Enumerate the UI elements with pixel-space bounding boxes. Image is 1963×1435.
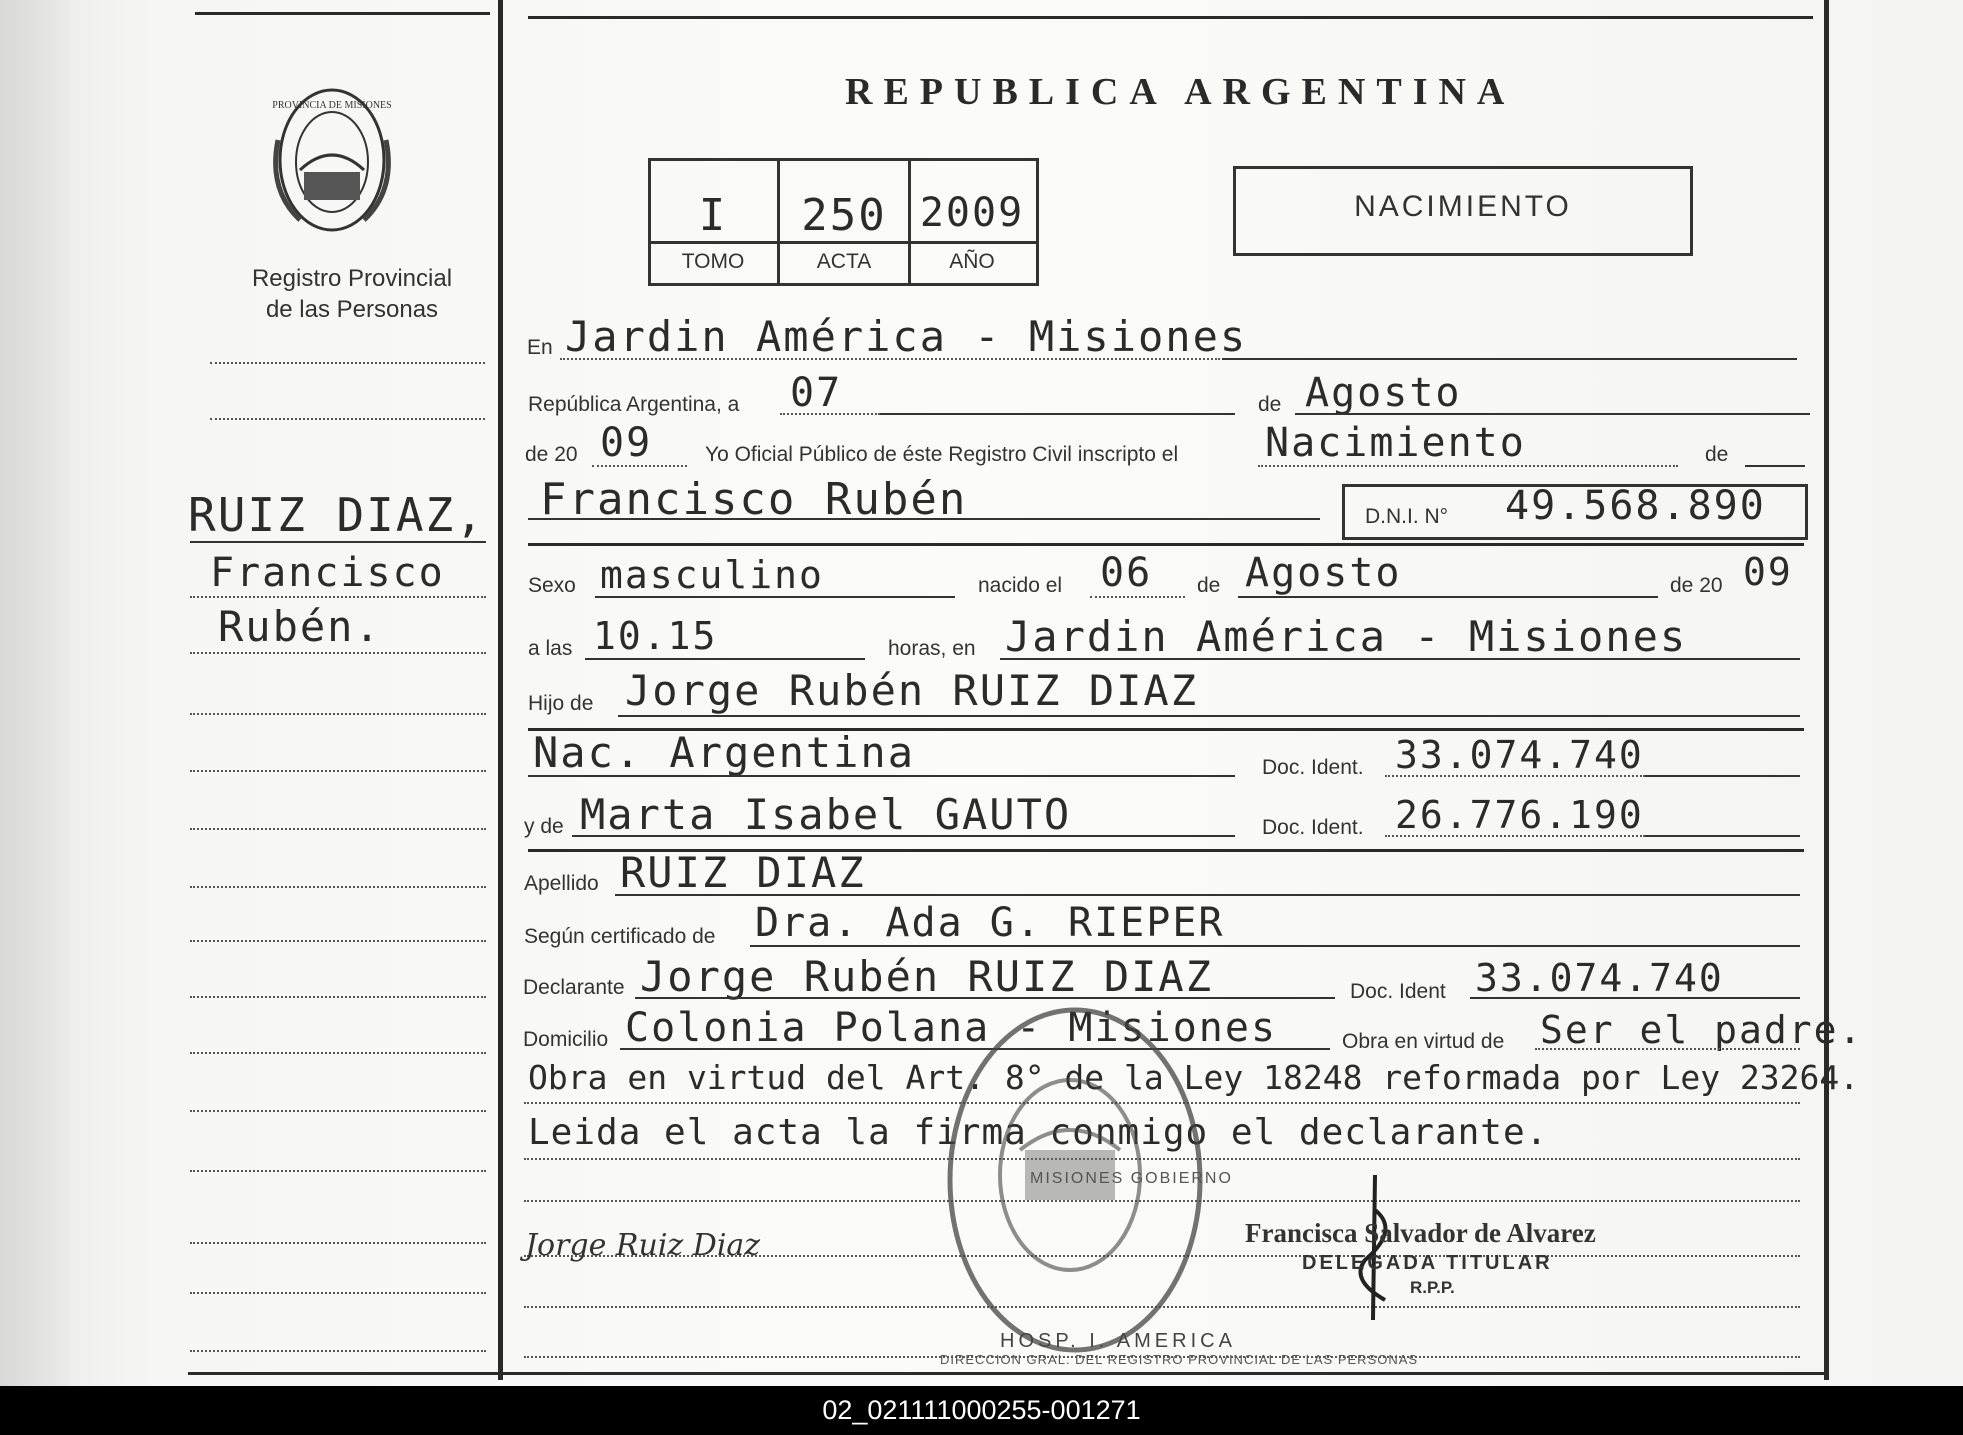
fill-line bbox=[528, 775, 1235, 777]
segun-label: Según certificado de bbox=[524, 925, 716, 948]
fill-line bbox=[560, 358, 1220, 360]
declarante-doc-label: Doc. Ident bbox=[1350, 980, 1446, 1003]
tomo-label: TOMO bbox=[681, 250, 745, 273]
domicilio-label: Domicilio bbox=[523, 1028, 609, 1051]
de-label-2: de bbox=[1705, 443, 1729, 466]
official-signature-mark-icon bbox=[1345, 1170, 1405, 1330]
top-rule-right bbox=[528, 16, 1813, 19]
month-value: Agosto bbox=[1305, 370, 1462, 416]
note-line-1: Obra en virtud del Art. 8° de la Ley 18248 reformada por Ley 23264. bbox=[528, 1058, 1860, 1097]
fill-line bbox=[880, 413, 1235, 415]
horas-label: horas, en bbox=[888, 637, 976, 660]
note-line-2: Leida el acta la firma conmigo el declarante. bbox=[528, 1112, 1549, 1153]
hijo-label: Hijo de bbox=[528, 692, 594, 715]
fill-line bbox=[615, 894, 1800, 896]
margin-line bbox=[190, 1350, 486, 1352]
doctor-value: Dra. Ada G. RIEPER bbox=[755, 900, 1225, 946]
birth-de-label: de bbox=[1197, 574, 1221, 597]
stamp-inner-text: MISIONES GOBIERNO bbox=[1030, 1170, 1233, 1187]
fill-line bbox=[1295, 413, 1810, 415]
fill-line bbox=[1090, 596, 1185, 598]
hour-value: 10.15 bbox=[593, 614, 718, 658]
document-type: NACIMIENTO bbox=[1354, 190, 1572, 223]
declarante-signature: Jorge Ruiz Diaz bbox=[525, 1228, 761, 1263]
image-id-footer: 02_021111000255-001271 bbox=[0, 1386, 1963, 1435]
dni-label: D.N.I. N° bbox=[1365, 505, 1449, 528]
fill-line bbox=[592, 465, 687, 467]
registry-name-line2: de las Personas bbox=[265, 296, 439, 323]
registry-name-line1: Registro Provincial bbox=[251, 265, 453, 292]
provincial-seal-icon bbox=[270, 80, 420, 245]
margin-given-name-1: Francisco bbox=[210, 550, 445, 596]
place-value: Jardin América - Misiones bbox=[565, 312, 1248, 361]
margin-line bbox=[190, 940, 486, 942]
margin-line bbox=[190, 1292, 486, 1294]
birth-place-value: Jardin América - Misiones bbox=[1005, 612, 1688, 661]
acta-value: 250 bbox=[801, 190, 887, 241]
year-value: 09 bbox=[600, 420, 653, 466]
republica-label: República Argentina, a bbox=[528, 393, 740, 416]
birth-day-value: 06 bbox=[1100, 550, 1153, 596]
en-label: En bbox=[527, 336, 553, 359]
fill-line bbox=[780, 413, 880, 415]
fill-line bbox=[635, 997, 1335, 999]
fill-line bbox=[585, 658, 865, 660]
apellido-value: RUIZ DIAZ bbox=[620, 848, 866, 897]
fill-line bbox=[1000, 658, 1800, 660]
top-rule-left bbox=[195, 12, 490, 15]
fill-line bbox=[1238, 596, 1658, 598]
de-20-label: de 20 bbox=[525, 443, 578, 466]
ano-label: AÑO bbox=[949, 250, 995, 273]
fill-line bbox=[1645, 835, 1800, 837]
oficial-label: Yo Oficial Público de éste Registro Civil inscripto el bbox=[705, 443, 1179, 466]
fill-line bbox=[1535, 1048, 1800, 1050]
margin-line bbox=[190, 886, 486, 888]
mother-doc-value: 26.776.190 bbox=[1395, 793, 1644, 837]
fill-line bbox=[1385, 775, 1645, 777]
margin-line bbox=[210, 418, 485, 420]
fill-line bbox=[1222, 358, 1797, 360]
alas-label: a las bbox=[528, 637, 573, 660]
fill-line bbox=[572, 835, 1235, 837]
margin-line bbox=[190, 1170, 486, 1172]
margin-given-name-2: Rubén. bbox=[218, 602, 382, 651]
fill-line bbox=[1745, 465, 1805, 467]
ano-value: 2009 bbox=[919, 190, 1025, 236]
margin-line bbox=[210, 362, 485, 364]
column-divider bbox=[498, 0, 503, 1380]
fill-line bbox=[1645, 775, 1800, 777]
fill-line bbox=[618, 715, 1800, 717]
fill-line bbox=[595, 596, 955, 598]
dni-value: 49.568.890 bbox=[1505, 483, 1766, 529]
apellido-label: Apellido bbox=[524, 872, 599, 895]
margin-line bbox=[190, 652, 486, 654]
birth-month-value: Agosto bbox=[1245, 550, 1402, 596]
birth-year-label: de 20 bbox=[1670, 574, 1723, 597]
box-divider bbox=[648, 241, 1036, 244]
child-name: Francisco Rubén bbox=[540, 474, 968, 525]
obra-value: Ser el padre. bbox=[1540, 1008, 1864, 1052]
de-label: de bbox=[1258, 393, 1282, 416]
birth-year-value: 09 bbox=[1743, 550, 1793, 594]
day-value: 07 bbox=[790, 370, 843, 416]
margin-surname: RUIZ DIAZ, bbox=[188, 488, 485, 542]
father-doc-value: 33.074.740 bbox=[1395, 733, 1644, 777]
margin-line bbox=[190, 1110, 486, 1112]
margin-line bbox=[190, 1052, 486, 1054]
fill-line bbox=[1470, 997, 1800, 999]
nacido-label: nacido el bbox=[978, 574, 1063, 597]
margin-line bbox=[190, 996, 486, 998]
father-doc-label: Doc. Ident. bbox=[1262, 756, 1364, 779]
declarante-doc-value: 33.074.740 bbox=[1475, 956, 1724, 1000]
margin-line bbox=[190, 713, 486, 715]
stamp-ring-text: DIRECCION GRAL. DEL REGISTRO PROVINCIAL DE LAS PERSONAS bbox=[940, 1352, 1419, 1367]
stamp-bottom-text: HOSP. I. AMERICA bbox=[1000, 1330, 1236, 1352]
fill-line bbox=[1258, 465, 1678, 467]
fill-line bbox=[750, 945, 1800, 947]
sexo-value: masculino bbox=[600, 553, 824, 597]
sexo-label: Sexo bbox=[528, 574, 576, 597]
declarante-value: Jorge Rubén RUIZ DIAZ bbox=[640, 952, 1214, 1001]
mother-name: Marta Isabel GAUTO bbox=[580, 790, 1072, 839]
official-department: R.P.P. bbox=[1410, 1278, 1455, 1297]
seal-text: PROVINCIA DE MISIONES bbox=[272, 100, 392, 111]
mother-doc-label: Doc. Ident. bbox=[1262, 816, 1364, 839]
margin-line bbox=[190, 1242, 486, 1244]
margin-line bbox=[190, 596, 486, 598]
page-edge bbox=[0, 0, 70, 1386]
fill-line bbox=[1385, 835, 1645, 837]
acta-label: ACTA bbox=[816, 250, 872, 273]
right-border bbox=[1824, 0, 1829, 1380]
obra-label: Obra en virtud de bbox=[1342, 1030, 1505, 1053]
margin-line bbox=[190, 770, 486, 772]
father-name: Jorge Rubén RUIZ DIAZ bbox=[625, 666, 1199, 715]
official-role: DELEGADA TITULAR bbox=[1302, 1252, 1553, 1274]
document-title: REPUBLICA ARGENTINA bbox=[845, 71, 1516, 113]
bottom-rule bbox=[188, 1372, 1824, 1375]
official-name: Francisca Salvador de Alvarez bbox=[1245, 1218, 1596, 1248]
father-nationality: Nac. Argentina bbox=[533, 728, 916, 777]
domicilio-value: Colonia Polana - Misiones bbox=[625, 1005, 1278, 1051]
section-rule bbox=[528, 543, 1804, 546]
inscribed-value: Nacimiento bbox=[1265, 420, 1526, 466]
margin-line bbox=[190, 828, 486, 830]
declarante-label: Declarante bbox=[523, 976, 625, 999]
fill-line bbox=[528, 518, 1320, 520]
yde-label: y de bbox=[524, 815, 564, 838]
tomo-value: I bbox=[698, 190, 728, 241]
